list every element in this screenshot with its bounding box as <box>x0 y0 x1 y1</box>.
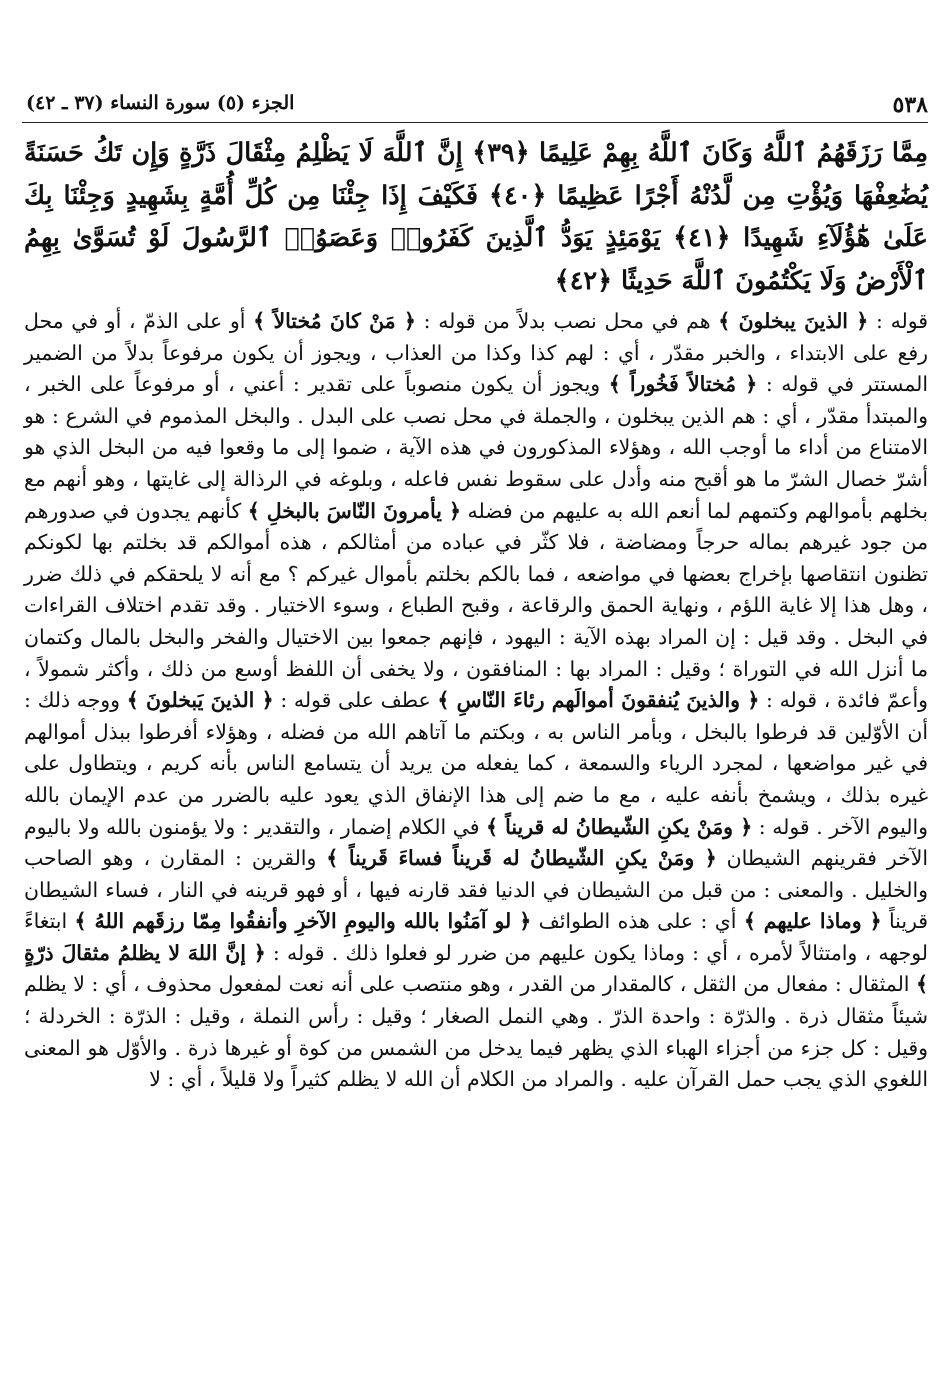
page-number: ٥٣٨ <box>892 92 928 118</box>
commentary-segment: في الكلام إضمار ، والتقدير : ولا يؤمنون بالله ولا باليوم الآخر فقرينهم الشيطان <box>24 814 928 871</box>
commentary-segment: والقرين : المقارن ، وهو الصاحب والخليل . والمعنى : من قبل من الشيطان في الدنيا فقد قارنه فيها ، أو فهو قرينه في النار ، فساء الشيطان قريناً <box>24 846 929 934</box>
running-title: الجزء (٥) سورة النساء (٣٧ ـ ٤٢) <box>26 92 295 114</box>
commentary-segment: ويجوز أن يكون منصوباً على تقدير : أعني ، أو مرفوعاً على الخبر ، والمبتدأ مقدّر ، أي : هم الذين يبخلون ، والجملة في محل نصب على البدل . والبخل المذموم في الشرع : هو الامتناع من أداء ما أوجب الله ، وهؤلاء المذكورون في هذه الآية ، ضموا إلى ما وقعوا فيه من البخل الذي هو أشرّ خصال الشرّ ما هو أقبح منه وأدل على سقوط نفس فاعله ، وبلوغه في الرذالة إلى غايتها ، وهو أنهم مع بخلهم بأموالهم وكتمهم لما أنعم الله به عليهم من فضله <box>24 372 928 523</box>
verse-quote: ﴿ وماذا عليهم ﴾ <box>743 909 882 934</box>
commentary-segment: كأنهم يجدون في صدورهم من جود غيرهم بماله حرجاً ومضاضة ، فلا كثّر في عباده من أمثالكم ، هذه أموالكم قد بخلتم بها لكونكم تظنون انتقاصها بإخراج بعضها في مواضعه ، فما بالكم بخلتم بأموال غيركم ؟ مع أنه لا يلحقكم في ذلك ضرر ، وهل هذا إلا غاية اللؤم ، ونهاية الحمق والرقاعة ، وقبح الطباع ، وسوء الاختيار . وقد تقدم اختلاف القراءات في البخل . وقد قيل : إن المراد بهذه الآية : اليهود ، فإنهم جمعوا بين الاختيال والفخر والبخل بالمال وكتمان ما أنزل الله في التوراة ؛ وقيل : المراد بها : المنافقون ، ولا يخفى أن اللفظ أوسع من ذلك ، وأكثر شمولاً ، وأعمّ فائدة ، قوله : <box>24 498 929 713</box>
commentary-segment: ووجه ذلك : أن الأوّلين قد فرطوا بالبخل ، وبأمر الناس به ، وبكتم ما آتاهم الله من فضله ، وهؤلاء أفرطوا ببذل أموالهم في غير مواضعها ، لمجرد الرياء والسمعة ، كما يفعله من يريد أن يتسامع الناس بأنه كريم ، ويتطاول على غيره بذلك ، ويشمخ بأنفه عليه ، مع ما ضم إلى هذا الإنفاق الذي يعود عليه بالضرر من عدم الإيمان بالله واليوم الآخر . قوله : <box>24 688 929 839</box>
commentary-segment: أي : على هذه الطوائف <box>538 909 737 934</box>
verse-quote: ﴿ ومَنْ يكنِ الشّيطانُ له قَريناً فساءَ قَريناً ﴾ <box>326 846 717 871</box>
commentary-segment: قوله : <box>876 309 929 333</box>
commentary-text <box>24 306 928 1096</box>
verse-quote: ﴿ مُختالاً فَخُوراً ﴾ <box>608 372 758 397</box>
verse-quote: ﴿ ومَنْ يكنِ الشّيطانُ له قريناً ﴾ <box>486 814 753 839</box>
verse-quote: ﴿ الذينَ يَبخلونَ ﴾ <box>126 688 274 713</box>
verse-quote: ﴿ والذينَ يُنفقونَ أموالَهم رئاءَ النّاسِ ﴾ <box>437 688 760 713</box>
verse-quote: ﴿ إنَّ اللهَ لا يظلمُ مثقالَ ذرّةٍ ﴾ <box>24 940 928 997</box>
verse-quote: ﴿ الذينَ يبخلونَ ﴾ <box>718 309 869 333</box>
verse-quote: ﴿ لو آمَنُوا بالله واليومِ الآخرِ وأنفقُوا مِمّا رزقَهم اللهُ ﴾ <box>74 909 532 934</box>
verse-quote: ﴿ يأمرونَ النّاسَ بالبخلِ ﴾ <box>247 498 461 523</box>
verse-quote: ﴿ مَنْ كانَ مُختالاً ﴾ <box>253 309 416 333</box>
commentary-segment: المثقال : مفعال من الثقل ، كالمقدار من القدر ، وهو منتصب على أنه نعت لمفعول محذوف ، أي : لا يظلم شيئاً مثقال ذرة . والذرّة : واحدة الذرّ . وهي النمل الصغار ؛ وقيل : رأس النملة ، وقيل : الذرّة : الخردلة ؛ وقيل : كل جزء من أجزاء الهباء الذي يظهر فيما يدخل من الشمس من كوة أو غيرها ذرة . والأوّل هو المعنى اللغوي الذي يجب حمل القرآن عليه . والمراد من الكلام أن الله لا يظلم كثيراً ولا قليلاً ، أي : لا <box>24 972 928 1092</box>
quran-verses: مِمَّا رَزَقَهُمُ ٱللَّهُ وَكَانَ ٱللَّهُ بِهِمْ عَلِيمًا ﴿٣٩﴾ إِنَّ ٱللَّهَ لَا يَظْلِمُ مِثْقَالَ ذَرَّةٍ وَإِن تَكُ حَسَنَةً يُضَٰعِفْهَا وَيُؤْتِ مِن لَّدُنْهُ أَجْرًا عَظِيمًا ﴿٤٠﴾ فَكَيْفَ إِذَا جِئْنَا مِن كُلِّ أُمَّةٍ بِشَهِيدٍ وَجِئْنَا بِكَ عَلَىٰ هَٰٓؤُلَآءِ شَهِيدًا ﴿٤١﴾ يَوْمَئِذٍ يَوَدُّ ٱلَّذِينَ كَفَرُوا۟ وَعَصَوُا۟ ٱلرَّسُولَ لَوْ تُسَوَّىٰ بِهِمُ ٱلْأَرْضُ وَلَا يَكْتُمُونَ ٱللَّهَ حَدِيثًا ﴿٤٢﴾ <box>24 138 928 296</box>
commentary-segment: أو على الذمّ ، أو في محل رفع على الابتداء ، والخبر مقدّر ، أي : لهم كذا وكذا من العذاب ، ويجوز أن يكون مرفوعاً بدلاً من الضمير المستتر في قوله : <box>24 309 929 397</box>
commentary-segment: هم في محل نصب بدلاً من قوله : <box>423 309 711 333</box>
page-header <box>22 88 928 123</box>
commentary-segment: ابتغاءً لوجهه ، وامتثالاً لأمره ، أي : وماذا يكون عليهم من ضرر لو فعلوا ذلك . قوله : <box>24 909 929 965</box>
commentary-segment: عطف على قوله : <box>280 688 431 713</box>
